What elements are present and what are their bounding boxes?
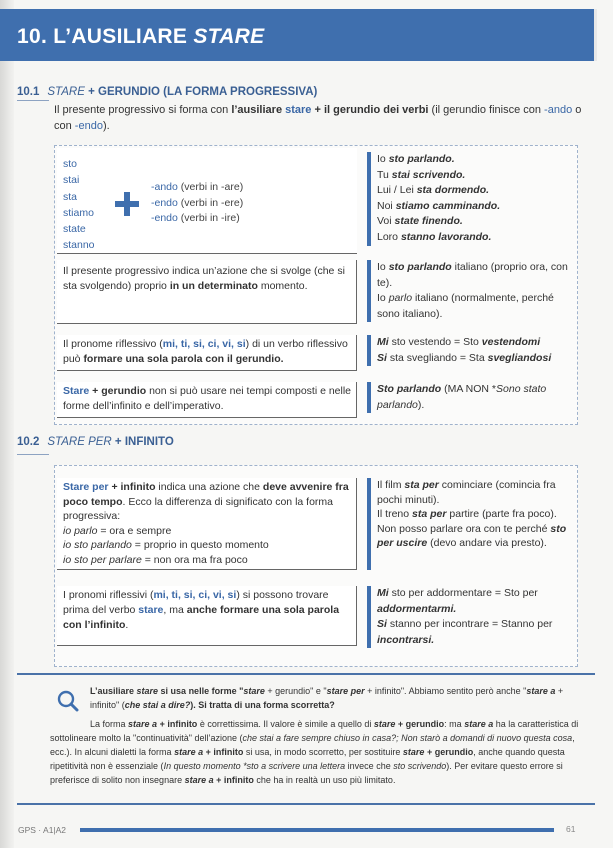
page-number: 61 [566, 824, 576, 834]
note-bottom-divider [17, 803, 595, 805]
note-question: L’ausiliare stare si usa nelle forme "stare + gerundio" e "stare per + infinito". Abbiamo sentito però anche "stare a + infinito" (che stai a dire?). Si tratta di una forma scorretta? [90, 686, 564, 710]
rule-reflexive-gerund: Il pronome riflessivo (mi, ti, si, ci, vi, si) di un verbo riflessivo può formare una sola parola con il gerundio. [57, 335, 357, 371]
chapter-title-bar [0, 9, 597, 61]
magnifier-question-icon [57, 690, 79, 712]
plus-icon [115, 192, 139, 216]
rule-progressive-meaning: Il presente progressivo indica un’azione che si svolge (che si sta svolgendo) proprio in un determinato momento. [57, 260, 357, 324]
gerund-endings-list: -ando (verbi in -are) -endo (verbi in -ere) -endo (verbi in -ire) [151, 181, 244, 224]
footer-bar [80, 828, 554, 832]
section-heading-10-2: 10.2 STARE PER + INFINITO [17, 436, 174, 448]
section-10-2-box [54, 465, 578, 667]
footer-book-label: GPS · A1|A2 [18, 825, 67, 835]
stare-conjugation-list: sto stai sta stiamo state stanno [63, 158, 95, 252]
note-answer: La forma stare a + infinito è correttissima. Il valore è simile a quello di stare + gerundio: ma stare a ha la caratteristica di sottolineare molto la "continuatività" dell’azione (che stai a fare sempre chiuso in casa?; Non starò a domandi di nuovo questa cosa, ecc.). In alcuni dialetti la forma stare a + infinito si usa, in modo scorretto, per sostituire stare + gerundio, anche quando questa ripetitività non è essenziale (In questo momento *sto a scrivere una lettera invece che sto scrivendo). Per evitare questo errore si preferisce di solito non insegnare stare a + infinito che ha in realtà un uso più limitato. [50, 719, 579, 785]
section-rule [17, 100, 49, 101]
section-intro: Il presente progressivo si forma con l’ausiliare stare + il gerundio dei verbi (il gerundio finisce con -ando o con -endo). [54, 104, 582, 132]
section-rule [17, 454, 49, 455]
note-top-divider [17, 673, 595, 675]
rule-reflexive-examples: Mi sto vestendo = Sto vestendomi Si sta svegliando = Sta svegliandosi [367, 335, 577, 366]
section-10-1-box [54, 145, 578, 425]
reflexive-infinitive-examples: Mi sto per addormentare = Sto per addormentarmi. Si stanno per incontrare = Stanno per incontrarsi. [367, 586, 577, 648]
conjugation-panel [57, 148, 357, 254]
conjugation-examples: Io sto parlando. Tu stai scrivendo. Lui / Lei sta dormendo. Noi stiamo camminando. Voi state finendo. Loro stanno lavorando. [367, 152, 567, 246]
rule-reflexive-infinitive: I pronomi riflessivi (mi, ti, si, ci, vi, si) si possono trovare prima del verbo stare, ma anche formare una sola parola con l’infinito. [57, 586, 357, 646]
rule-compound-examples: Sto parlando (MA NON *Sono stato parlando). [367, 382, 577, 413]
section-heading-10-1: 10.1 STARE + GERUNDIO (LA FORMA PROGRESSIVA) [17, 86, 318, 98]
chapter-title: 10. L’AUSILIARE STARE [17, 25, 265, 48]
rule-stare-per-infinito: Stare per + infinito indica una azione che deve avvenire fra poco tempo. Ecco la differenza di significato con la forma progressiva: io parlo = ora e sempre io sto parlando = proprio in questo momento io sto per parlare = non ora ma fra poco [57, 478, 357, 570]
stare-per-examples: Il film sta per cominciare (comincia fra pochi minuti). Il treno sta per partire (parte fra poco). Non posso parlare ora con te perché sto per uscire (devo andare via presto). [367, 478, 581, 570]
page-gutter-shadow [0, 0, 14, 848]
rule-progressive-examples: Io sto parlando italiano (proprio ora, con te). Io parlo italiano (normalmente, perché sono italiano). [367, 260, 577, 322]
rule-compound-tenses: Stare + gerundio non si può usare nei tempi composti e nelle forme dell’infinito e dell’imperativo. [57, 382, 357, 418]
